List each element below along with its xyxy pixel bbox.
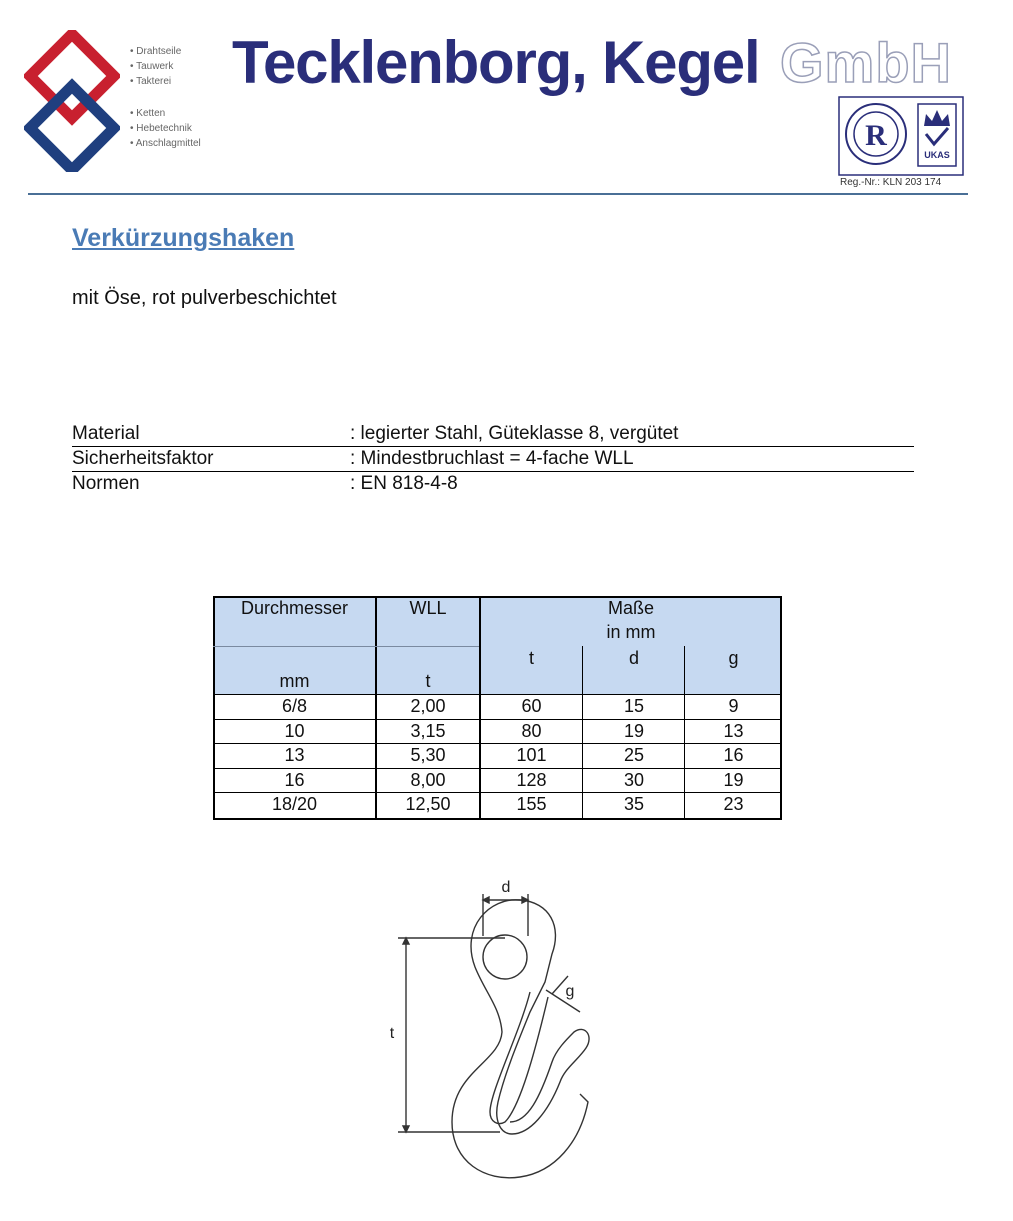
service-item: • Takterei (130, 76, 172, 87)
table-cell: 8,00 (410, 770, 446, 790)
services-list-chains (130, 106, 201, 151)
registration-number: Reg.-Nr.: KLN 203 174 (840, 177, 942, 188)
col-header-t: t (528, 648, 534, 668)
header-divider (28, 193, 968, 195)
table-cell: 19 (723, 770, 744, 790)
table-border (213, 818, 782, 820)
col-header-d: d (628, 648, 639, 668)
unit-wll: t (425, 671, 431, 691)
table-cell: 25 (623, 745, 645, 765)
certification-badges (838, 96, 964, 176)
table-border (780, 596, 782, 820)
dimension-label-t: t (389, 1025, 395, 1042)
dimension-table (213, 596, 782, 820)
spec-row-safety-factor (72, 446, 914, 472)
table-divider (213, 768, 782, 769)
registered-quality-icon (846, 104, 906, 164)
table-divider (375, 596, 377, 820)
service-item: • Ketten (130, 108, 166, 119)
dimension-label-g: g (565, 983, 575, 1000)
table-divider (479, 596, 481, 820)
spec-label: Material (72, 423, 140, 444)
table-cell: 16 (284, 770, 305, 790)
table-cell: 60 (521, 696, 542, 716)
dimension-label-d: d (501, 879, 511, 896)
table-divider (213, 743, 782, 744)
spec-value: : Mindestbruchlast = 4-fache WLL (350, 448, 634, 469)
hook-drawing (380, 872, 620, 1197)
badge-letter: R (865, 119, 887, 152)
table-cell: 5,30 (410, 745, 446, 765)
table-divider (213, 646, 479, 647)
table-divider (213, 694, 782, 695)
table-cell: 6/8 (281, 696, 308, 716)
page-title: Verkürzungshaken (72, 224, 295, 252)
header-wll: WLL (409, 598, 447, 618)
table-cell: 16 (723, 745, 744, 765)
header-dimensions: Maße (607, 598, 654, 618)
spec-row-material (72, 421, 914, 447)
ukas-crown-icon (918, 104, 956, 166)
hook-eye (483, 935, 527, 979)
page-subtitle: mit Öse, rot pulverbeschichtet (72, 287, 337, 309)
service-item: • Tauwerk (130, 61, 174, 72)
table-divider (582, 646, 583, 820)
table-divider (213, 792, 782, 793)
table-cell: 30 (623, 770, 645, 790)
table-cell: 2,00 (410, 696, 446, 716)
table-cell: 9 (728, 696, 739, 716)
table-cell: 35 (623, 794, 645, 814)
table-cell: 13 (723, 721, 744, 741)
badge-text: UKAS (924, 150, 950, 160)
table-cell: 80 (521, 721, 542, 741)
unit-diameter: mm (279, 671, 310, 691)
table-divider (213, 719, 782, 720)
spec-row-standards (72, 471, 914, 496)
spec-value: : legierter Stahl, Güteklasse 8, vergütet (350, 423, 679, 444)
table-cell: 12,50 (405, 794, 451, 814)
table-cell: 13 (284, 745, 305, 765)
service-item: • Hebetechnik (130, 123, 192, 134)
service-item: • Drahtseile (130, 46, 182, 57)
table-cell: 15 (623, 696, 645, 716)
spec-value: : EN 818-4-8 (350, 473, 458, 494)
table-cell: 10 (284, 721, 305, 741)
table-cell: 128 (516, 770, 547, 790)
table-divider (684, 646, 685, 820)
service-item: • Anschlagmittel (130, 138, 201, 149)
table-cell: 3,15 (410, 721, 446, 741)
company-name: Tecklenborg, Kegel (232, 29, 760, 96)
spec-label: Normen (72, 473, 140, 494)
table-cell: 19 (623, 721, 645, 741)
company-logo (24, 30, 120, 172)
table-cell: 18/20 (271, 794, 318, 814)
table-cell: 101 (516, 745, 547, 765)
services-list-ropes (130, 44, 181, 89)
col-header-g: g (728, 648, 739, 668)
table-cell: 23 (723, 794, 744, 814)
company-legal-form: GmbH (780, 31, 952, 94)
spec-label: Sicherheitsfaktor (72, 448, 214, 469)
header-dimensions-unit: in mm (606, 622, 656, 642)
table-border (213, 596, 782, 598)
header-diameter: Durchmesser (240, 598, 349, 618)
table-cell: 155 (516, 794, 547, 814)
table-border (213, 596, 215, 820)
hook-slot (490, 992, 548, 1124)
